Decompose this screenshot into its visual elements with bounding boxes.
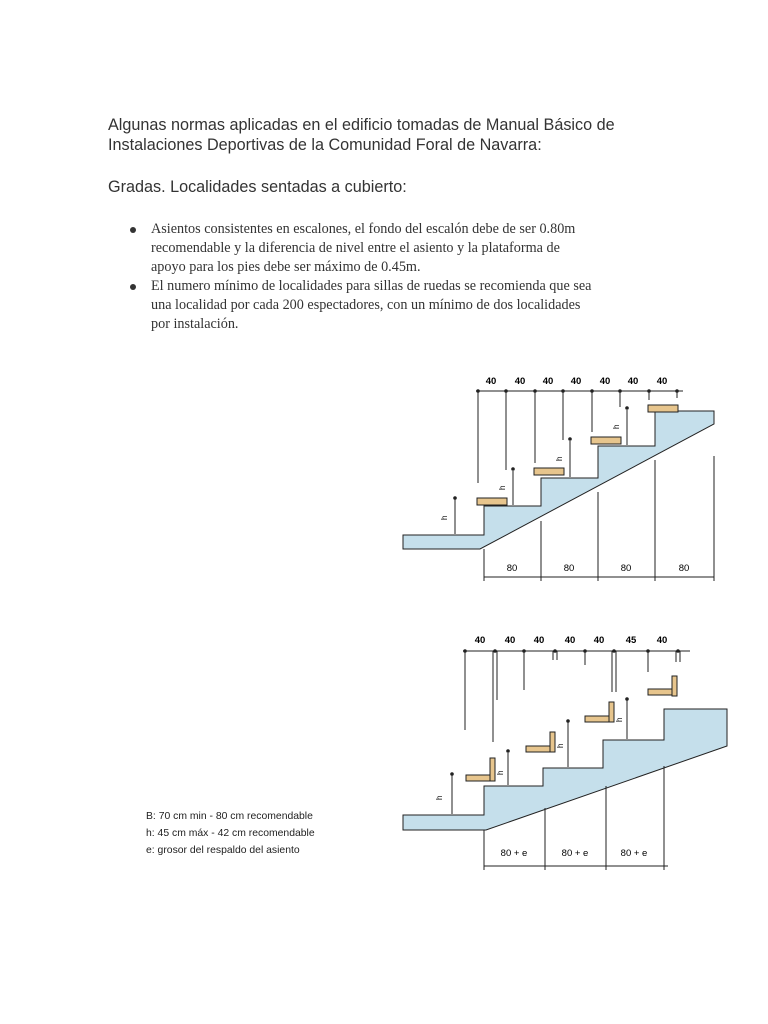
list-item-line: apoyo para los pies debe ser máximo de 0.45m.	[151, 259, 421, 275]
legend-item: e: grosor del respaldo del asiento	[146, 845, 300, 856]
seat-with-backrest	[585, 702, 614, 722]
dimension-label: 40	[564, 635, 576, 646]
dimension-label: 80 + e	[561, 848, 589, 859]
dimension-label: 80	[678, 563, 690, 574]
seat-with-backrest	[648, 676, 677, 696]
seat-with-backrest	[466, 758, 495, 781]
dimension-label: 80 + e	[500, 848, 528, 859]
seat-with-backrest	[526, 732, 555, 752]
height-label: h	[556, 743, 565, 748]
height-label: h	[555, 456, 564, 461]
height-label: h	[498, 485, 507, 490]
dimension-label: 40	[599, 376, 611, 387]
seat-pad	[477, 498, 507, 505]
list-item-line: recomendable y la diferencia de nivel entre el asiento y la plataforma de	[151, 240, 560, 256]
height-label: h	[612, 424, 621, 429]
list-item-line: Asientos consistentes en escalones, el fondo del escalón debe de ser 0.80m	[151, 221, 576, 237]
dimension-label: 80 + e	[620, 848, 648, 859]
diagram-legend	[146, 808, 315, 859]
dimension-label: 80	[620, 563, 632, 574]
stand-diagram-backrest-seats	[403, 635, 727, 870]
list-item-line: por instalación.	[151, 316, 239, 332]
section-heading: Gradas. Localidades sentadas a cubierto:	[108, 178, 407, 196]
dimension-label: 40	[533, 635, 545, 646]
dimension-label: 80	[506, 563, 518, 574]
height-label: h	[435, 795, 444, 800]
intro-line: Algunas normas aplicadas en el edificio tomadas de Manual Básico de	[108, 116, 615, 134]
list-item-line: una localidad por cada 200 espectadores, con un mínimo de dos localidades	[151, 297, 581, 313]
legend-item: h: 45 cm máx - 42 cm recomendable	[146, 828, 315, 839]
dimension-label: 40	[656, 376, 668, 387]
dimension-label: 40	[514, 376, 526, 387]
height-label: h	[440, 515, 449, 520]
stand-diagram-simple-seats	[403, 376, 714, 581]
seat-pad	[591, 437, 621, 444]
dimension-label: 40	[504, 635, 516, 646]
seat-pad	[648, 405, 678, 412]
intro-line: Instalaciones Deportivas de la Comunidad Foral de Navarra:	[108, 136, 542, 154]
dimension-label: 40	[627, 376, 639, 387]
dimension-label: 40	[570, 376, 582, 387]
dimension-label: 40	[485, 376, 497, 387]
top-dimension-line	[463, 651, 690, 742]
dimension-label: 40	[656, 635, 668, 646]
height-label: h	[496, 770, 505, 775]
dimension-label: 40	[474, 635, 486, 646]
legend-item: B: 70 cm min - 80 cm recomendable	[146, 811, 313, 822]
height-label: h	[615, 717, 624, 722]
dimension-label: 80	[563, 563, 575, 574]
seat-pad	[534, 468, 564, 475]
list-item-line: El numero mínimo de localidades para sillas de ruedas se recomienda que sea	[151, 278, 592, 294]
height-marker-dots	[450, 697, 629, 776]
concrete-slab	[403, 411, 714, 549]
dimension-label: 45	[625, 635, 637, 646]
dimension-label: 40	[542, 376, 554, 387]
dimension-label: 40	[593, 635, 605, 646]
